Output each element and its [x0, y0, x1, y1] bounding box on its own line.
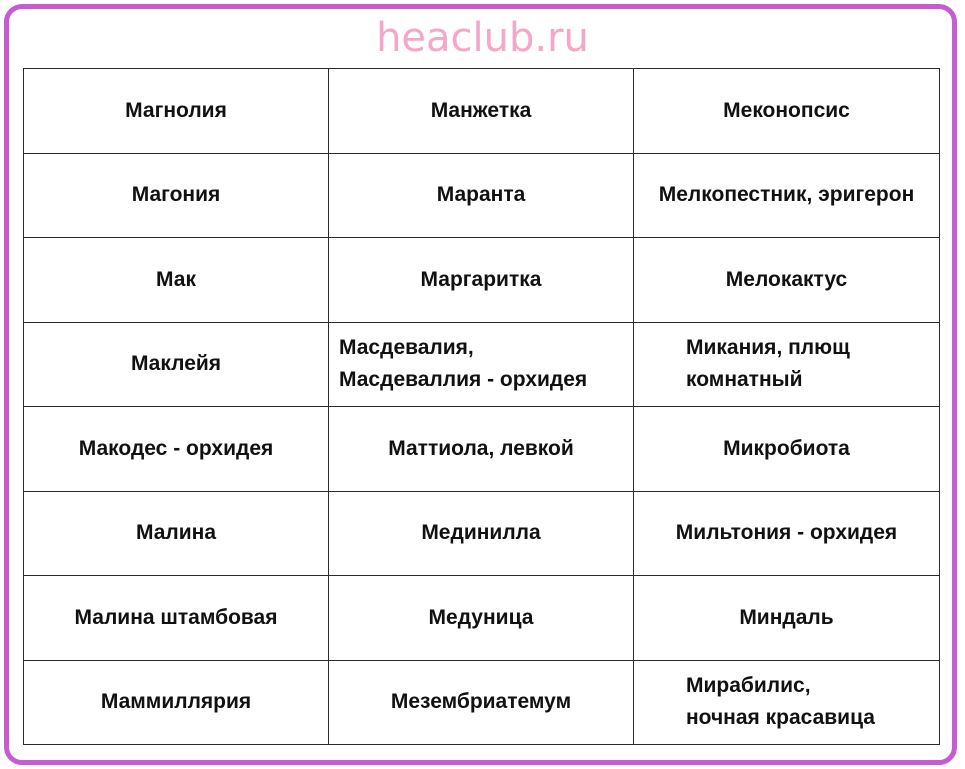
table-cell: Маммиллярия — [24, 660, 329, 745]
table-cell: Мак — [24, 238, 329, 323]
table-cell: Мильтония - орхидея — [634, 491, 940, 576]
table-row — [24, 153, 940, 238]
table-cell: Меконопсис — [634, 69, 940, 154]
table-cell: Магония — [24, 153, 329, 238]
table-cell: Малина штамбовая — [24, 576, 329, 661]
table-cell: Макодес - орхидея — [24, 407, 329, 492]
table-row — [24, 238, 940, 323]
table-cell: Маргаритка — [329, 238, 634, 323]
table-row — [24, 660, 940, 745]
table-row — [24, 491, 940, 576]
table-cell: Мелкопестник, эригерон — [634, 153, 940, 238]
table-cell: Маклейя — [24, 322, 329, 407]
table-cell: Мелокактус — [634, 238, 940, 323]
table-cell: Мезембриатемум — [329, 660, 634, 745]
table-cell: Мединилла — [329, 491, 634, 576]
cell-line: ночная красавица — [686, 706, 875, 730]
table-cell — [329, 322, 634, 407]
plant-names-table — [23, 68, 940, 745]
table-row — [24, 576, 940, 661]
table-cell: Маттиола, левкой — [329, 407, 634, 492]
table-cell: Магнолия — [24, 69, 329, 154]
watermark: heaclub.ru — [376, 15, 589, 61]
cell-line: комнатный — [686, 368, 803, 392]
table-cell: Малина — [24, 491, 329, 576]
cell-line: Мирабилис, — [686, 674, 811, 698]
table-cell: Миндаль — [634, 576, 940, 661]
table-row — [24, 69, 940, 154]
table-cell: Манжетка — [329, 69, 634, 154]
cell-line: Масдевалия, — [339, 336, 474, 360]
table-cell — [634, 322, 940, 407]
cell-line: Масдеваллия - орхидея — [339, 368, 588, 392]
table-row — [24, 407, 940, 492]
table-row — [24, 322, 940, 407]
table-cell: Медуница — [329, 576, 634, 661]
table-cell: Маранта — [329, 153, 634, 238]
table-cell — [634, 660, 940, 745]
table-cell: Микробиота — [634, 407, 940, 492]
cell-line: Микания, плющ — [686, 336, 850, 360]
